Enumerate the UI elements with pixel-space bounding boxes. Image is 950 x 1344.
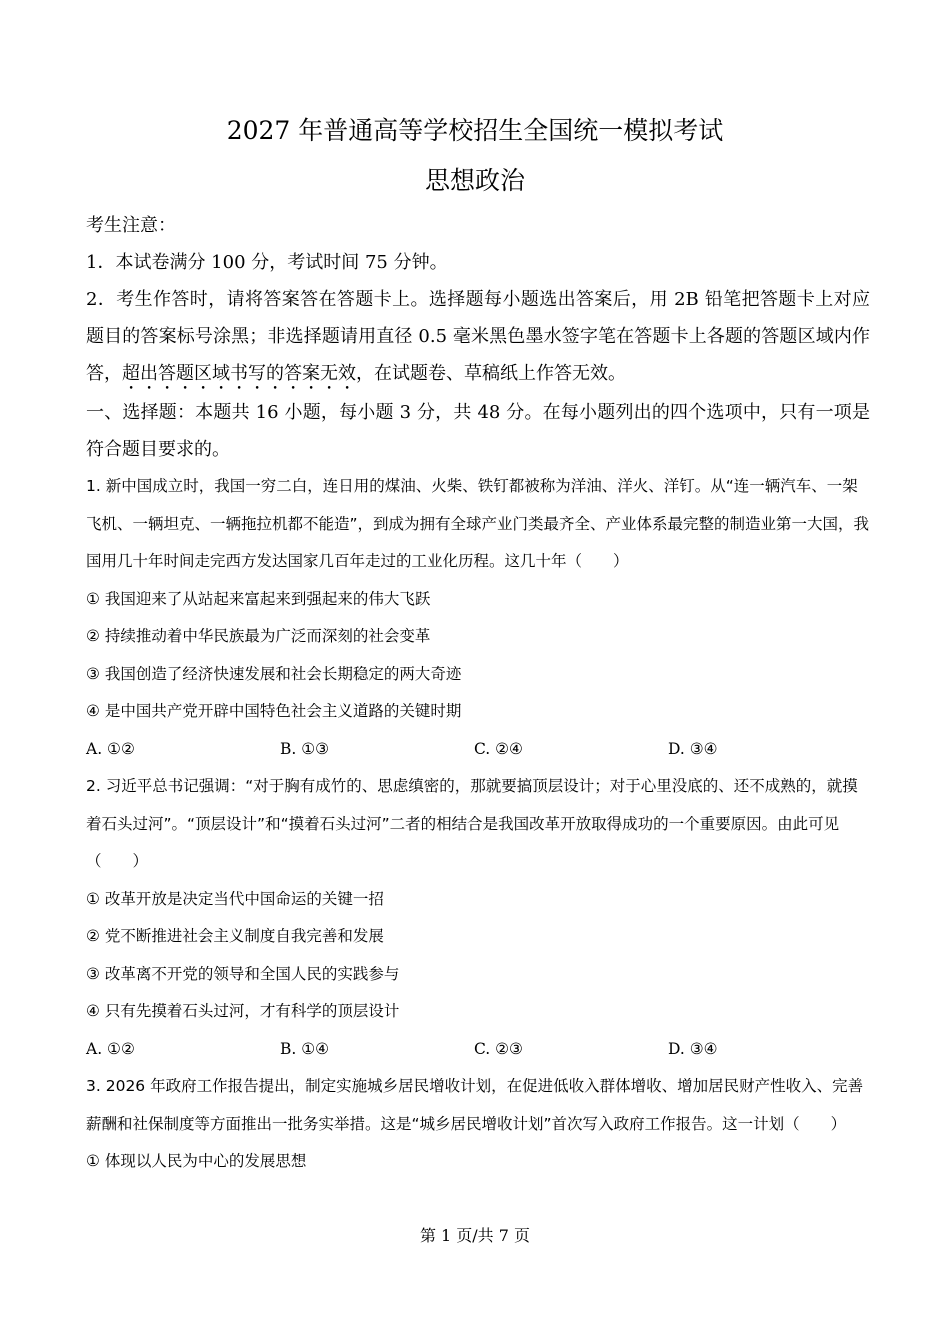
option-c: C. ②③ <box>474 1039 523 1058</box>
question-stem: 2. 习近平总书记强调：“对于胸有成竹的、思虑缜密的，那就要搞顶层设计；对于心里没底的、还不成熟的，就摸着石头过河”。“顶层设计”和“摸着石头过河”二者的相结合是我国改革开放取得成功的一个重要原因。由此可见（ ） <box>86 777 858 870</box>
question-stem: 1. 新中国成立时，我国一穷二白，连日用的煤油、火柴、铁钉都被称为洋油、洋火、洋钉。从“连一辆汽车、一架飞机、一辆坦克、一辆拖拉机都不能造”，到成为拥有全球产业门类最齐全、产业体系最完整的制造业第一大国，我国用几十年时间走完西方发达国家几百年走过的工业化历程。这几十年（ ） <box>86 477 870 570</box>
statement-item: ② 党不断推进社会主义制度自我完善和发展 <box>86 927 384 945</box>
question-2 <box>86 768 870 1068</box>
exam-title: 2027 年普通高等学校招生全国统一模拟考试 <box>226 116 724 145</box>
option-a: A. ①② <box>86 739 135 758</box>
option-c: C. ②④ <box>474 739 523 758</box>
question-1 <box>86 468 870 768</box>
option-b: B. ①④ <box>280 1039 330 1058</box>
page-footer: 第 1 页/共 7 页 <box>419 1226 531 1245</box>
notice-heading: 考生注意： <box>86 215 176 236</box>
option-b: B. ①③ <box>280 739 330 758</box>
statement-item: ④ 是中国共产党开辟中国特色社会主义道路的关键时期 <box>86 702 462 720</box>
statement-item: ④ 只有先摸着石头过河，才有科学的顶层设计 <box>86 1002 400 1020</box>
question-stem: 3. 2026 年政府工作报告提出，制定实施城乡居民增收计划，在促进低收入群体增收、增加居民财产性收入、完善薪酬和社保制度等方面推出一批务实举措。这是“城乡居民增收计划”首次写入政府工作报告。这一计划（ ） <box>86 1077 864 1133</box>
option-d: D. ③④ <box>668 739 718 758</box>
notice-item-2 <box>86 281 870 394</box>
statement-item: ① 改革开放是决定当代中国命运的关键一招 <box>86 889 384 908</box>
option-a: A. ①② <box>86 1039 135 1058</box>
exam-body <box>86 207 870 1181</box>
statement-item: ③ 改革离不开党的领导和全国人民的实践参与 <box>86 964 400 983</box>
notice-item-2-text: 2．考生作答时，请将答案答在答题卡上。选择题每小题选出答案后，用 2B 铅笔把答题卡上对应题目的答案标号涂黑；非选择题请用直径 0.5 毫米黑色墨水签字笔在答题卡上各题的答题区域内作答， <box>86 289 870 384</box>
notice-item-1: 1．本试卷满分 100 分，考试时间 75 分钟。 <box>86 252 448 273</box>
statement-item: ② 持续推动着中华民族最为广泛而深刻的社会变革 <box>86 627 431 645</box>
statement-item: ① 我国迎来了从站起来富起来到强起来的伟大飞跃 <box>86 589 431 608</box>
notice-item-2-emphasis: 超出答题区域书写的答案无效 <box>122 363 356 384</box>
statement-item: ① 体现以人民为中心的发展思想 <box>86 1152 307 1170</box>
section-heading: 一、选择题：本题共 16 小题，每小题 3 分，共 48 分。在每小题列出的四个选项中，只有一项是符合题目要求的。 <box>86 402 870 460</box>
question-3 <box>86 1068 870 1181</box>
subject-title: 思想政治 <box>424 166 525 195</box>
answer-options <box>86 1031 870 1069</box>
answer-options <box>86 731 870 769</box>
statement-item: ③ 我国创造了经济快速发展和社会长期稳定的两大奇迹 <box>86 664 462 683</box>
notice-item-2-tail: ，在试题卷、草稿纸上作答无效。 <box>356 363 626 384</box>
option-d: D. ③④ <box>668 1039 718 1058</box>
